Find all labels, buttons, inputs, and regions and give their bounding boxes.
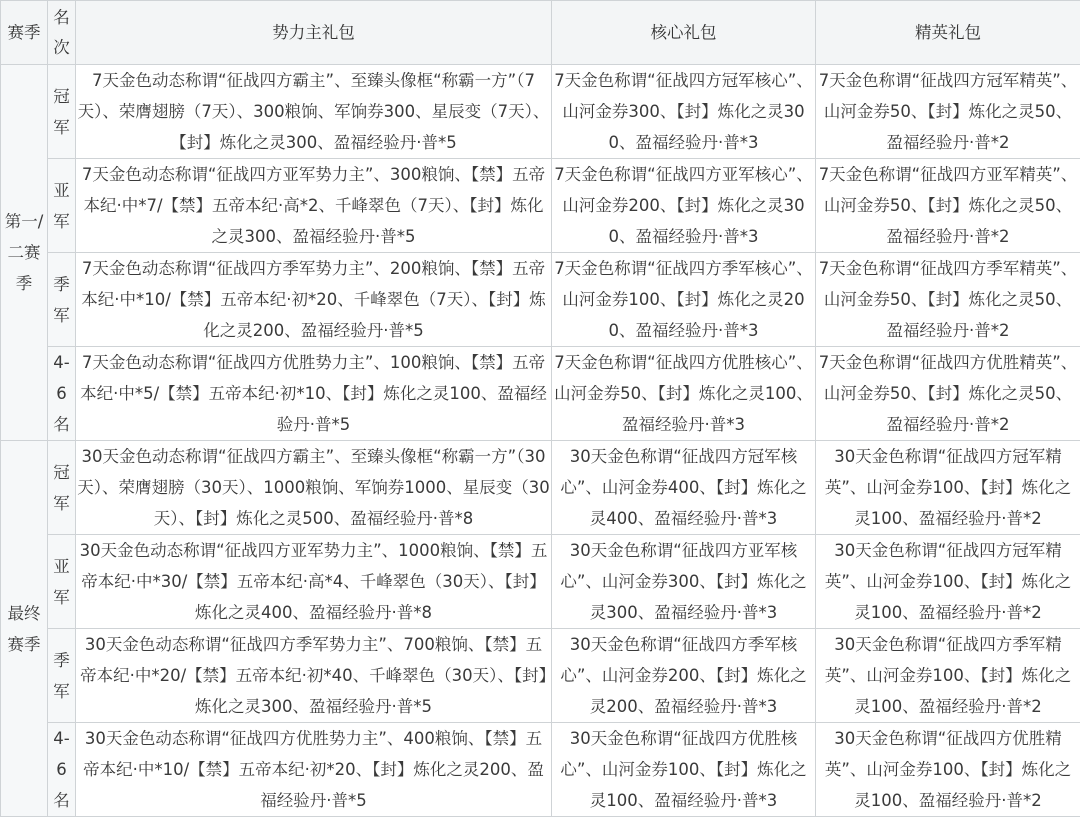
table-row bbox=[1, 535, 1080, 629]
elite-pack-cell: 30天金色称谓“征战四方优胜精英”、山河金券100、【封】炼化之灵100、盈福经验丹·普*2 bbox=[816, 723, 1080, 817]
elite-pack-cell: 7天金色称谓“征战四方亚军精英”、山河金券50、【封】炼化之灵50、盈福经验丹·普*2 bbox=[816, 159, 1080, 253]
header-row bbox=[1, 1, 1080, 65]
elite-pack-cell: 30天金色称谓“征战四方季军精英”、山河金券100、【封】炼化之灵100、盈福经验丹·普*2 bbox=[816, 629, 1080, 723]
rank-label: 冠军 bbox=[48, 441, 76, 535]
core-pack-cell: 30天金色称谓“征战四方优胜核心”、山河金券100、【封】炼化之灵100、盈福经验丹·普*3 bbox=[552, 723, 816, 817]
table-row bbox=[1, 253, 1080, 347]
elite-pack-cell: 7天金色称谓“征战四方季军精英”、山河金券50、【封】炼化之灵50、盈福经验丹·普*2 bbox=[816, 253, 1080, 347]
elite-pack-cell: 7天金色称谓“征战四方优胜精英”、山河金券50、【封】炼化之灵50、盈福经验丹·普*2 bbox=[816, 347, 1080, 441]
table-row bbox=[1, 347, 1080, 441]
main-pack-cell: 30天金色动态称谓“征战四方亚军势力主”、1000粮饷、【禁】五帝本纪·中*30/【禁】五帝本纪·高*4、千峰翠色（30天）、【封】炼化之灵400、盈福经验丹·普*8 bbox=[76, 535, 552, 629]
header-rank: 名次 bbox=[48, 1, 76, 65]
core-pack-cell: 7天金色称谓“征战四方亚军核心”、山河金券200、【封】炼化之灵300、盈福经验丹·普*3 bbox=[552, 159, 816, 253]
table-row bbox=[1, 65, 1080, 159]
table-row bbox=[1, 629, 1080, 723]
header-main-pack: 势力主礼包 bbox=[76, 1, 552, 65]
rank-label: 亚军 bbox=[48, 159, 76, 253]
table-row bbox=[1, 159, 1080, 253]
main-pack-cell: 7天金色动态称谓“征战四方季军势力主”、200粮饷、【禁】五帝本纪·中*10/【禁】五帝本纪·初*20、千峰翠色（7天）、【封】炼化之灵200、盈福经验丹·普*5 bbox=[76, 253, 552, 347]
core-pack-cell: 7天金色称谓“征战四方季军核心”、山河金券100、【封】炼化之灵200、盈福经验丹·普*3 bbox=[552, 253, 816, 347]
rank-label: 冠军 bbox=[48, 65, 76, 159]
core-pack-cell: 30天金色称谓“征战四方季军核心”、山河金券200、【封】炼化之灵200、盈福经验丹·普*3 bbox=[552, 629, 816, 723]
elite-pack-cell: 30天金色称谓“征战四方冠军精英”、山河金券100、【封】炼化之灵100、盈福经验丹·普*2 bbox=[816, 535, 1080, 629]
header-season: 赛季 bbox=[1, 1, 48, 65]
rank-label: 季军 bbox=[48, 629, 76, 723]
main-pack-cell: 30天金色动态称谓“征战四方季军势力主”、700粮饷、【禁】五帝本纪·中*20/【禁】五帝本纪·初*40、千峰翠色（30天）、【封】炼化之灵300、盈福经验丹·普*5 bbox=[76, 629, 552, 723]
core-pack-cell: 7天金色称谓“征战四方冠军核心”、山河金券300、【封】炼化之灵300、盈福经验丹·普*3 bbox=[552, 65, 816, 159]
header-core-pack: 核心礼包 bbox=[552, 1, 816, 65]
core-pack-cell: 30天金色称谓“征战四方亚军核心”、山河金券300、【封】炼化之灵300、盈福经验丹·普*3 bbox=[552, 535, 816, 629]
elite-pack-cell: 30天金色称谓“征战四方冠军精英”、山河金券100、【封】炼化之灵100、盈福经验丹·普*2 bbox=[816, 441, 1080, 535]
rank-label: 亚军 bbox=[48, 535, 76, 629]
season-label: 第一/二赛季 bbox=[1, 65, 48, 441]
rank-label: 4-6名 bbox=[48, 347, 76, 441]
core-pack-cell: 7天金色称谓“征战四方优胜核心”、山河金券50、【封】炼化之灵100、盈福经验丹·普*3 bbox=[552, 347, 816, 441]
table-row bbox=[1, 441, 1080, 535]
main-pack-cell: 7天金色动态称谓“征战四方优胜势力主”、100粮饷、【禁】五帝本纪·中*5/【禁】五帝本纪·初*10、【封】炼化之灵100、盈福经验丹·普*5 bbox=[76, 347, 552, 441]
main-pack-cell: 7天金色动态称谓“征战四方霸主”、至臻头像框“称霸一方”（7天）、荣膺翅膀（7天）、300粮饷、军饷券300、星辰变（7天）、【封】炼化之灵300、盈福经验丹·普*5 bbox=[76, 65, 552, 159]
rank-label: 4-6名 bbox=[48, 723, 76, 817]
rank-label: 季军 bbox=[48, 253, 76, 347]
main-pack-cell: 30天金色动态称谓“征战四方霸主”、至臻头像框“称霸一方”（30天）、荣膺翅膀（30天）、1000粮饷、军饷券1000、星辰变（30天）、【封】炼化之灵500、盈福经验丹·普*8 bbox=[76, 441, 552, 535]
table-row bbox=[1, 723, 1080, 817]
main-pack-cell: 7天金色动态称谓“征战四方亚军势力主”、300粮饷、【禁】五帝本纪·中*7/【禁】五帝本纪·高*2、千峰翠色（7天）、【封】炼化之灵300、盈福经验丹·普*5 bbox=[76, 159, 552, 253]
season-label: 最终赛季 bbox=[1, 441, 48, 817]
elite-pack-cell: 7天金色称谓“征战四方冠军精英”、山河金券50、【封】炼化之灵50、盈福经验丹·普*2 bbox=[816, 65, 1080, 159]
header-elite-pack: 精英礼包 bbox=[816, 1, 1080, 65]
main-pack-cell: 30天金色动态称谓“征战四方优胜势力主”、400粮饷、【禁】五帝本纪·中*10/【禁】五帝本纪·初*20、【封】炼化之灵200、盈福经验丹·普*5 bbox=[76, 723, 552, 817]
core-pack-cell: 30天金色称谓“征战四方冠军核心”、山河金券400、【封】炼化之灵400、盈福经验丹·普*3 bbox=[552, 441, 816, 535]
